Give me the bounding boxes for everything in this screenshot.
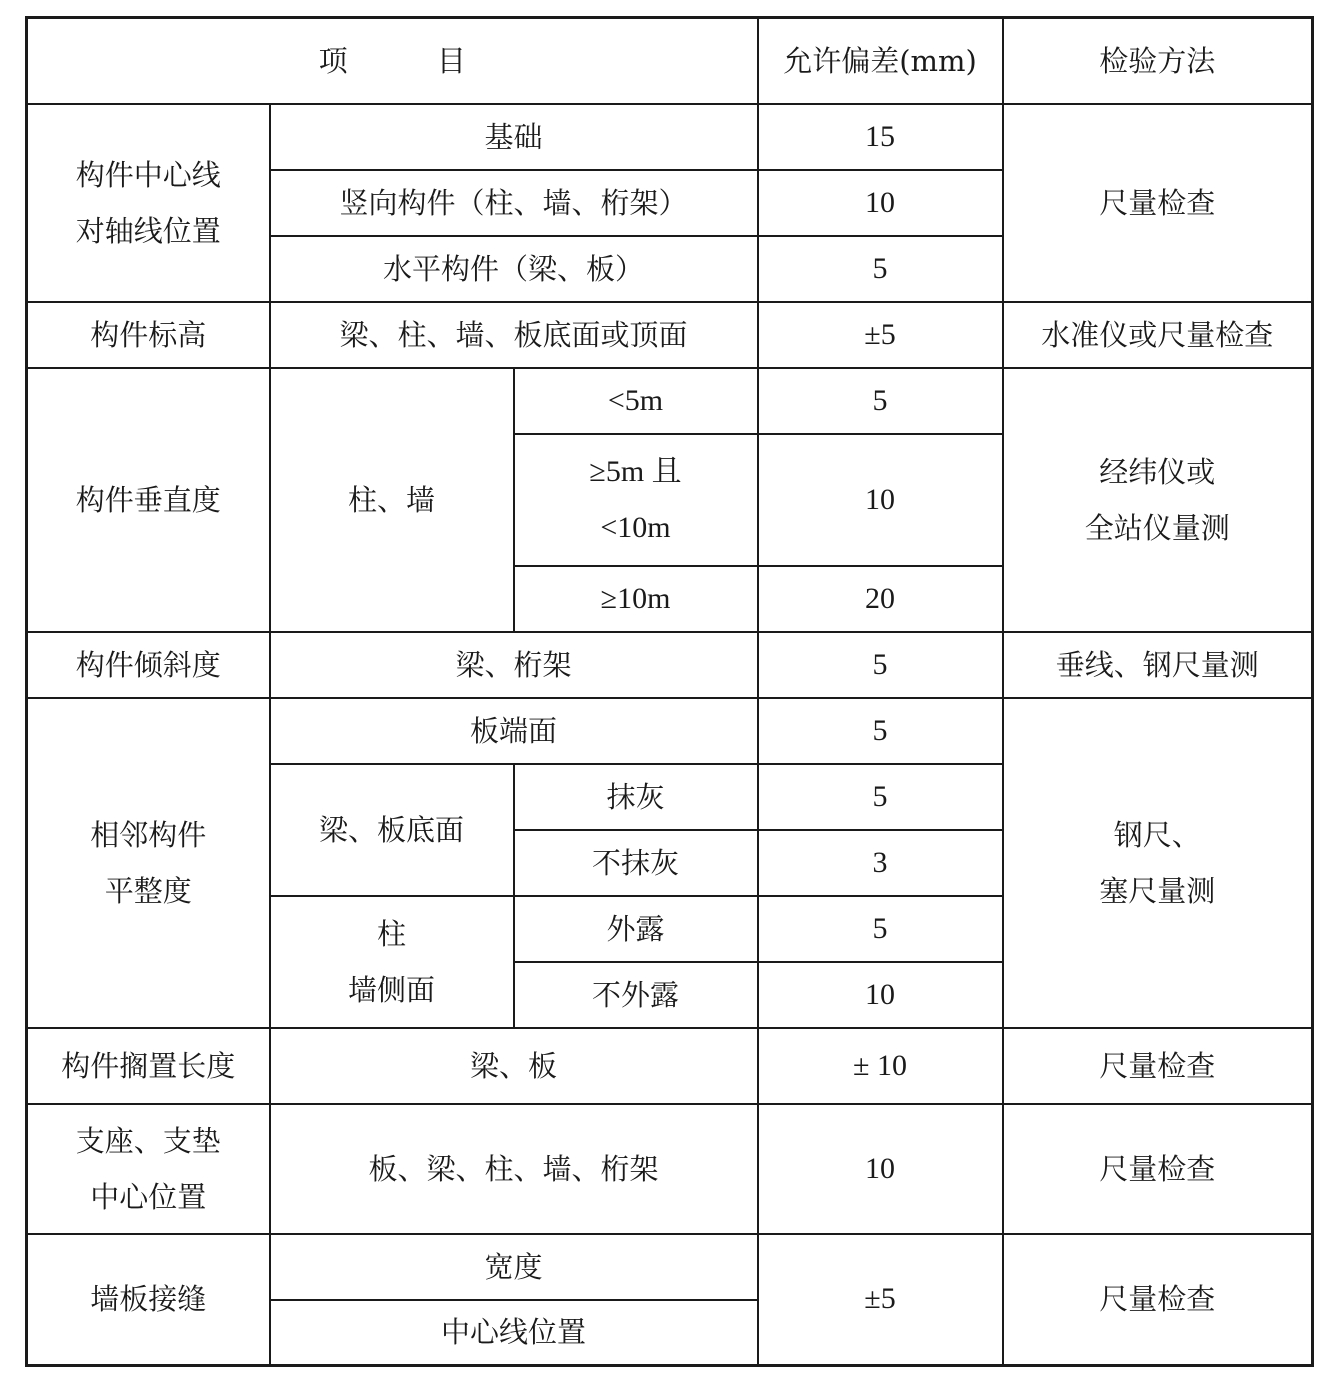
table-row bbox=[27, 104, 1313, 170]
label-elevation: 构件标高 bbox=[27, 302, 270, 368]
method-cell: 钢尺、 塞尺量测 bbox=[1003, 698, 1313, 1028]
detail-name: 外露 bbox=[514, 896, 758, 962]
range-cell: ≥10m bbox=[514, 566, 758, 632]
label-center-line: 构件中心线 对轴线位置 bbox=[27, 104, 270, 302]
table-row bbox=[27, 632, 1313, 698]
item-name: 梁、板 bbox=[270, 1028, 758, 1104]
header-method: 检验方法 bbox=[1003, 18, 1313, 104]
table-row bbox=[27, 1104, 1313, 1234]
tolerance-value: 10 bbox=[758, 170, 1003, 236]
tolerance-value: ±5 bbox=[758, 302, 1003, 368]
item-name: 竖向构件（柱、墙、桁架） bbox=[270, 170, 758, 236]
table-row bbox=[27, 302, 1313, 368]
tolerance-value: 5 bbox=[758, 764, 1003, 830]
detail-name: 不抹灰 bbox=[514, 830, 758, 896]
header-tolerance: 允许偏差(mm) bbox=[758, 18, 1003, 104]
table-row bbox=[27, 368, 1313, 434]
tolerance-value: 15 bbox=[758, 104, 1003, 170]
item-name: 梁、柱、墙、板底面或顶面 bbox=[270, 302, 758, 368]
tolerance-value: 10 bbox=[758, 434, 1003, 566]
item-name: 板端面 bbox=[270, 698, 758, 764]
label-verticality: 构件垂直度 bbox=[27, 368, 270, 632]
item-name: 基础 bbox=[270, 104, 758, 170]
tolerance-value: 5 bbox=[758, 236, 1003, 302]
detail-name: 抹灰 bbox=[514, 764, 758, 830]
method-cell: 经纬仪或 全站仪量测 bbox=[1003, 368, 1313, 632]
table-row bbox=[27, 1028, 1313, 1104]
method-cell: 尺量检查 bbox=[1003, 104, 1313, 302]
tolerance-value: ±5 bbox=[758, 1234, 1003, 1366]
tolerance-value: 3 bbox=[758, 830, 1003, 896]
tolerance-value: 5 bbox=[758, 368, 1003, 434]
item-name: 水平构件（梁、板） bbox=[270, 236, 758, 302]
tolerance-value: 5 bbox=[758, 896, 1003, 962]
table-header-row bbox=[27, 18, 1313, 104]
tolerance-value: ± 10 bbox=[758, 1028, 1003, 1104]
tolerance-value: 5 bbox=[758, 698, 1003, 764]
method-cell: 尺量检查 bbox=[1003, 1028, 1313, 1104]
item-name: 板、梁、柱、墙、桁架 bbox=[270, 1104, 758, 1234]
tolerance-value: 20 bbox=[758, 566, 1003, 632]
item-name: 宽度 bbox=[270, 1234, 758, 1300]
tolerance-value: 5 bbox=[758, 632, 1003, 698]
installation-tolerance-table bbox=[25, 16, 1314, 1367]
range-cell: ≥5m 且 <10m bbox=[514, 434, 758, 566]
label-bearing: 构件搁置长度 bbox=[27, 1028, 270, 1104]
header-item: 项 目 bbox=[27, 18, 758, 104]
table-row bbox=[27, 698, 1313, 764]
label-joint: 墙板接缝 bbox=[27, 1234, 270, 1366]
table-row bbox=[27, 1234, 1313, 1300]
method-cell: 尺量检查 bbox=[1003, 1104, 1313, 1234]
sub-item-name: 柱 墙侧面 bbox=[270, 896, 514, 1028]
label-flatness: 相邻构件 平整度 bbox=[27, 698, 270, 1028]
sub-item-name: 柱、墙 bbox=[270, 368, 514, 632]
detail-name: 不外露 bbox=[514, 962, 758, 1028]
method-cell: 尺量检查 bbox=[1003, 1234, 1313, 1366]
item-name: 中心线位置 bbox=[270, 1300, 758, 1366]
item-name: 梁、桁架 bbox=[270, 632, 758, 698]
tolerance-value: 10 bbox=[758, 1104, 1003, 1234]
sub-item-name: 梁、板底面 bbox=[270, 764, 514, 896]
range-cell: <5m bbox=[514, 368, 758, 434]
method-cell: 水准仪或尺量检查 bbox=[1003, 302, 1313, 368]
label-support: 支座、支垫 中心位置 bbox=[27, 1104, 270, 1234]
method-cell: 垂线、钢尺量测 bbox=[1003, 632, 1313, 698]
tolerance-value: 10 bbox=[758, 962, 1003, 1028]
label-tilt: 构件倾斜度 bbox=[27, 632, 270, 698]
